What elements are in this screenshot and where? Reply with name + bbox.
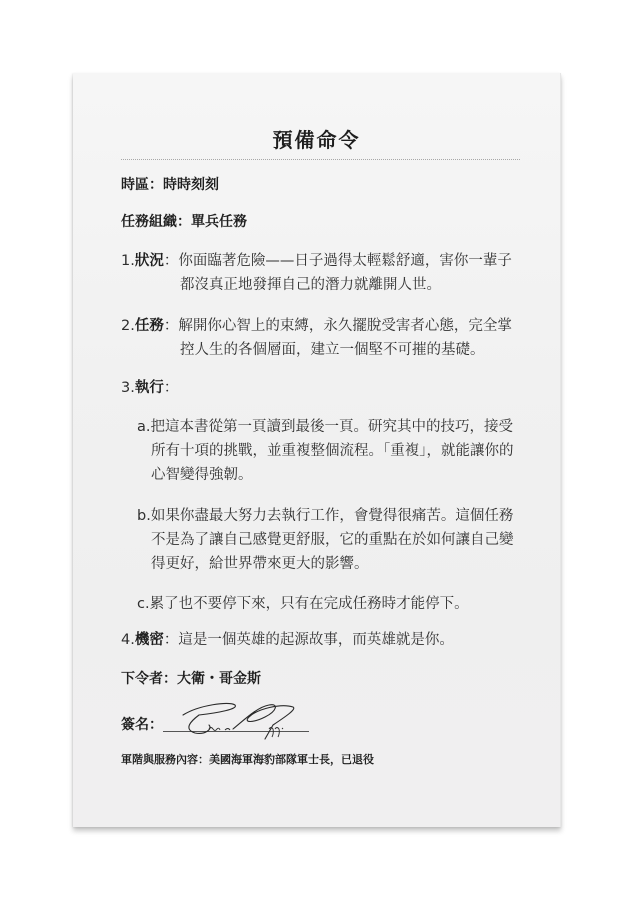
section-mission bbox=[121, 314, 521, 362]
rank-row bbox=[121, 752, 374, 768]
section-execution bbox=[121, 376, 521, 400]
item-marker: c. bbox=[137, 596, 150, 612]
section-label: 機密 bbox=[134, 632, 164, 648]
signature-scrawl-icon bbox=[169, 699, 319, 741]
section-text: 你面臨著危險——日子過得太輕鬆舒適，害你一輩子都沒真正地發揮自己的潛力就離開人世。 bbox=[178, 253, 512, 293]
section-situation bbox=[121, 249, 521, 297]
section-number: 1. bbox=[121, 253, 135, 269]
title-divider bbox=[121, 159, 520, 160]
execution-item-a bbox=[137, 415, 521, 487]
task-org-row bbox=[121, 212, 247, 232]
item-text: 把這本書從第一頁讀到最後一頁。研究其中的技巧，接受所有十項的挑戰，並重複整個流程。「重複」，就能讓你的心智變得強韌。 bbox=[150, 419, 514, 483]
item-text: 累了也不要停下來，只有在完成任務時才能停下。 bbox=[149, 596, 469, 612]
execution-item-b bbox=[137, 504, 521, 576]
document-title: 預備命令 bbox=[272, 128, 361, 152]
timezone-row bbox=[121, 175, 219, 195]
issuer-label: 下令者： bbox=[121, 671, 177, 687]
section-number: 4. bbox=[121, 632, 135, 648]
section-colon: ： bbox=[163, 380, 179, 396]
section-label: 任務 bbox=[134, 318, 164, 334]
rank-label: 軍階與服務內容： bbox=[121, 753, 209, 766]
task-org-value: 單兵任務 bbox=[191, 214, 247, 230]
timezone-label: 時區： bbox=[121, 177, 163, 193]
section-colon: ： bbox=[163, 632, 179, 648]
section-number: 3. bbox=[121, 380, 135, 396]
rank-value: 美國海軍海豹部隊軍士長，已退役 bbox=[209, 753, 374, 766]
task-org-label: 任務組織： bbox=[121, 214, 191, 230]
section-label: 狀況 bbox=[134, 253, 164, 269]
item-marker: a. bbox=[137, 419, 151, 435]
section-label: 執行 bbox=[134, 380, 164, 396]
section-text: 解開你心智上的束縛，永久擺脫受害者心態，完全掌控人生的各個層面，建立一個堅不可摧的基礎。 bbox=[178, 318, 512, 358]
item-marker: b. bbox=[137, 508, 151, 524]
execution-item-c bbox=[137, 592, 521, 616]
section-colon: ： bbox=[163, 318, 179, 334]
item-text: 如果你盡最大努力去執行工作，會覺得很痛苦。這個任務不是為了讓自己感覺更舒服，它的重點在於如何讓自己變得更好，給世界帶來更大的影響。 bbox=[150, 508, 514, 572]
document-page bbox=[73, 73, 561, 827]
signature-row bbox=[121, 709, 421, 737]
timezone-value: 時時刻刻 bbox=[163, 177, 219, 193]
section-text: 這是一個英雄的起源故事，而英雄就是你。 bbox=[178, 632, 454, 648]
section-classified bbox=[121, 628, 521, 652]
section-colon: ： bbox=[163, 253, 179, 269]
section-number: 2. bbox=[121, 318, 135, 334]
signature-label: 簽名： bbox=[121, 717, 163, 733]
issuer-row bbox=[121, 669, 261, 689]
issuer-value: 大衛・哥金斯 bbox=[177, 671, 261, 687]
